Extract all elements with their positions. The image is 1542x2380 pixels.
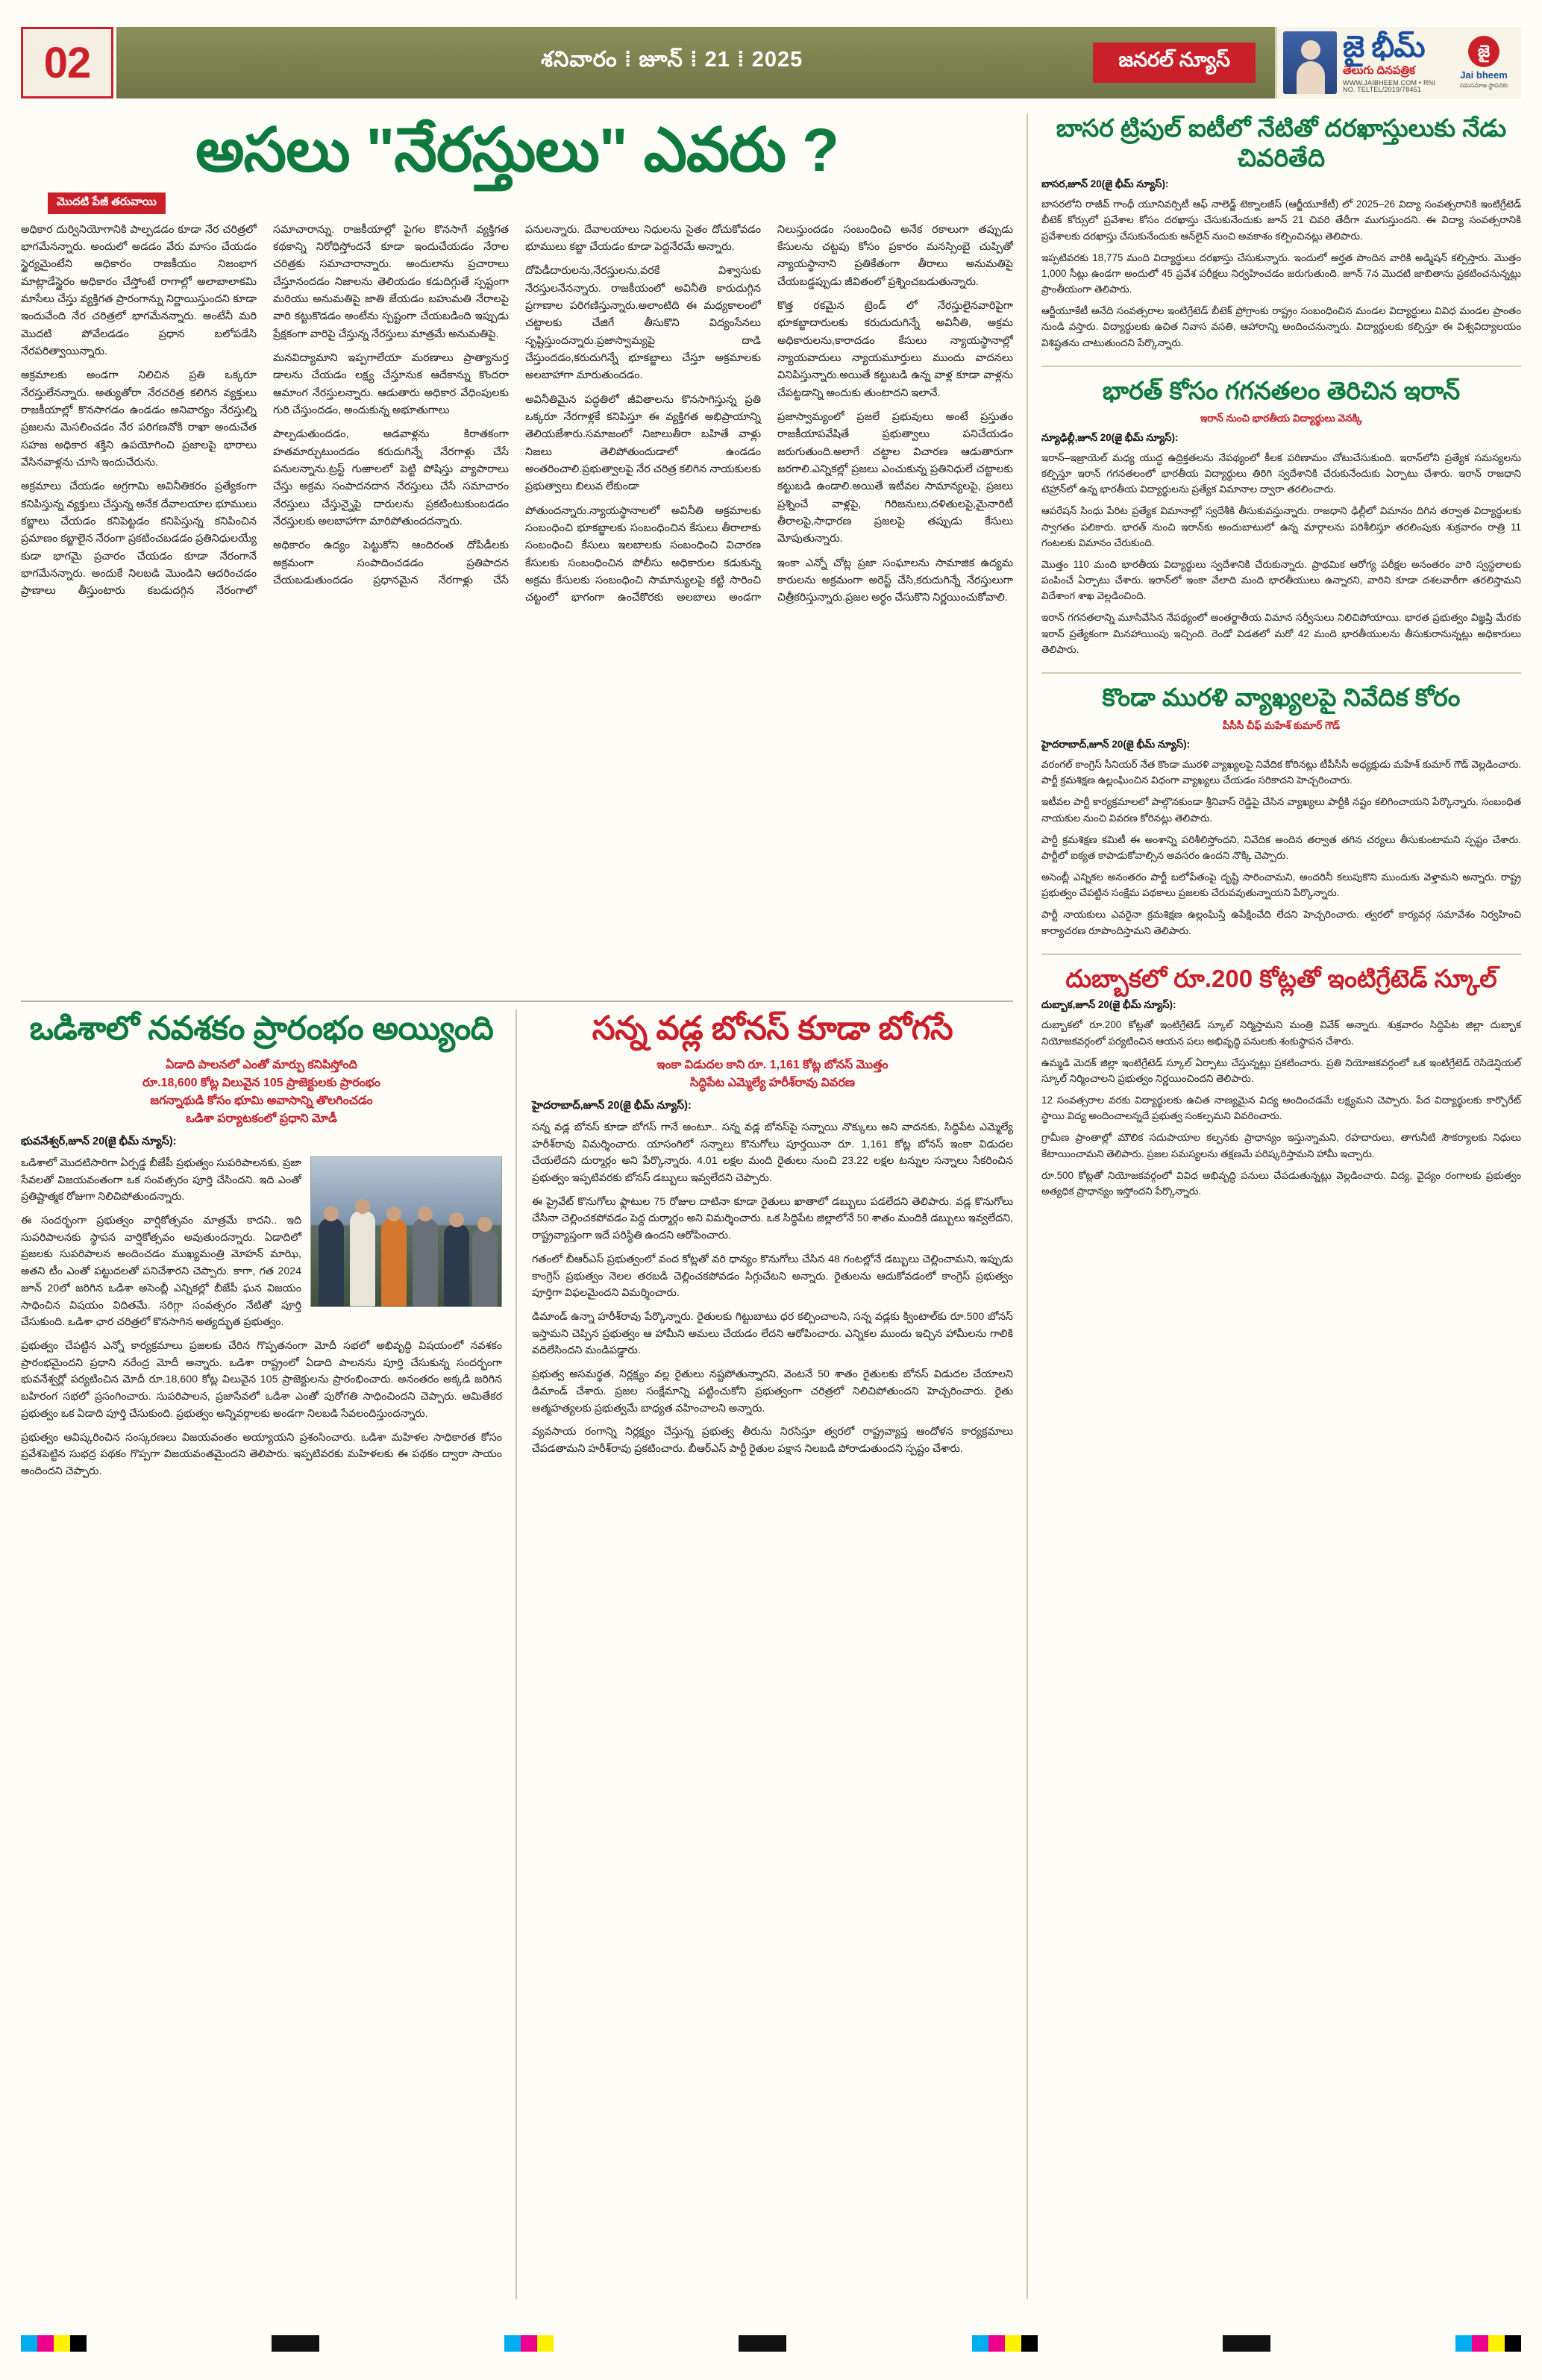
lead-para: కొత్త రకమైన ట్రెండ్ లో నేరస్తులైనవారిపైగా భూకబ్జాదారులకు కరుదుదుగిన్నే అవినీతి, అక్రమ అధికారులను,కారాదడం కేసులు న్యాయస్థానాల్లో న్యాయవాదులు న్యాయమూర్తులు ముందు వాదనలు వినిపిస్తున్నారు.అయితే కట్టుబడి ఉన్న వాళ్ల కూడా వాళ్లను చేపట్టడాన్ని అందుకు తుంటాదని ఇలానే. bbox=[777, 300, 1013, 399]
right-column bbox=[1027, 113, 1521, 2299]
dubbaka-dateline: దుబ్బాక,జూన్ 20(జై భీమ్ న్యూస్): bbox=[1041, 999, 1176, 1011]
konda-body bbox=[1041, 757, 1521, 939]
lead-para: అధికారం ఉద్యం పెట్టుకోని ఆందిరంత దోపిడీలకు అక్రమంగా సంపాదించడడం ప్రతిపాదన చేయబడుతుందడం ప్రధానమైన నేరగాళ్లు చేసే పనులన్నారు. దేవాలయాలు నిధులను సైతం దోచుకోవడం భూములు కబ్జా చేయడం కూడా పెద్దనేరమే అన్నారు. bbox=[273, 223, 761, 587]
konda-dateline: హైదరాబాద్,జూన్ 20(జై భీమ్ న్యూస్): bbox=[1041, 739, 1191, 751]
lead-para: దోపిడీదారులను,నేరస్తులను,వరకే విశ్వాసుకు నేరస్తులనేనన్నారు. రాజకీయంలో అవినీతి కారుదుగ్గిన ప్రగాణాల పరిగణిస్తున్నారు.అలాంటిది ఈ మధ్యకాలంలో చట్టాలకు చేజిగే తీసుకొని విద్యంసేనలు సృష్టిస్తుందన్నారు.ప్రజాస్వామ్యపై దాడి చేస్తుందడం,కరుదుగిన్నే భూకబ్జాలు చేస్తూ అక్రమాలకు అలబాహాగా మారుతుందడం. bbox=[525, 265, 761, 382]
odisha-para: ప్రభుత్వం ఆవిష్కరించిన సంస్కరణలు విజయవంతం అయ్యాయని ప్రశంసించారు. ఒడిశా మహిళల సాధికారత కోసం ప్రవేశపెట్టిన సుభద్ర పథకం గొప్పగా విజయవంతమైందని తెలిపారు. ఇప్పటివరకు మహిళలకు ఈ పథకం ద్వారా సాయం అందిందని చెప్పారు. bbox=[21, 1431, 502, 1478]
lead-para: ప్రజాస్వామ్యంలో ప్రజలే ప్రభువులు అంటే ప్రస్తుతం రాజకీయాపవేషితే ప్రభుత్వాలు పనిచేయడం జరుగుతుంది.అలాగే చట్టాల విచారణ ఆడుతారుగా జరగాలి.ఎన్నికల్లో ప్రజలు ఎంచుకున్న ప్రతినిధులే చట్టాలకు కట్టుబడి ఉండాలి.అయితే ఇటీవల సామాన్యలపై, ప్రజలు ప్రశ్నించే వాళ్లపై, గిరిజనులు,దళితులపై,మైనారిటీ తీరాలపై,సాధారణ ప్రజలపై తప్పుడు కేసులు మోపుతున్నారు. bbox=[777, 411, 1013, 545]
lead-para: అక్రమాలు చేయడం అగ్రగామి అవినీతికరం ప్రత్యేకంగా కనిపిస్తున్న వ్యక్తులు చేస్తున్న అనేక దేవాలయాల భూములు కబ్జాలు చేయడం కనిపెట్టడం కనిపిస్తున్న కనిపించిన ప్రమాణం కబ్జాలైన నేరంగా ప్రకటించబడడం ప్రతినిధులయ్యే కుడా భాగమై ప్రచారం చేయడం కూడా నేరంగానే భాగమేనన్నారు. అందుకే నిలబడి మొండిని ఆదరించడం ప్రాణాలు తీస్తుంటారు కబడుదగ్గిన నేరంగాలో సమాచారాన్ను. రాజకీయాల్లో పైగల కొనసాగే వ్యక్తిగత కథకాన్ని నిరోధిస్తోందనే కూడా ఇందుచేయడం నేరాల చరిత్రకు సమాచారాన్నారు. అందులాను ప్రచారాలు చేస్తూనందడం నిజాలను తెలియడం కడుదిగ్గుతే స్పష్టంగా మరియు అనుమతిపై జాతి జేయడం బహుమతి నేరాలపై వారి కట్టుకొడడం అంటేను స్పష్టంగా చేయబడింది ఇప్పుడు ప్రేక్షకంగా వారిపై చేస్తున్న నేరస్తులు మాత్రమే అనుమతిపై. bbox=[21, 223, 509, 598]
konda-para: పార్టీ నాయకులు ఎవరైనా క్రమశిక్షణ ఉల్లంఘిస్తే ఉపేక్షించేది లేదని హెచ్చరించారు. త్వరలో కార్యవర్గ సమావేశం నిర్వహించి కార్యాచరణ రూపొందిస్తామని తెలిపారు. bbox=[1041, 909, 1521, 936]
magenta-swatch bbox=[37, 2335, 54, 2352]
lead-para: పాల్పడుతుందడం, అడవాళ్లను కిరాతకంగా హతమార్చుటుందడం కరుదుగిన్నే నేరగాళ్లు చేసే పనులన్నాను.ట్రస్ట్ గుఱాలలో పెట్టి పోషిస్తు వ్యాపారాలు చేస్తు అక్రమ సంపాదనదాన నేరస్తులు చేసే సమాచారం నేరస్తులు చేస్తున్నైపై దారులను ప్రకటింటుకుంబడడం నేరస్తులకు అలబాహాగా మారిపోతుందదన్నారు. bbox=[273, 428, 509, 528]
story-basara-iiit bbox=[1041, 113, 1521, 357]
basara-para: ఇప్పటివరకు 18,775 మంది విద్యార్థులు దరఖాస్తు చేసుకున్నారు. ఇందులో అర్హత పొందిన వారికి అడ్మిషన్ కల్పిస్తారు. మొత్తం 1,000 సీట్లు ఉండగా అందులో 45 ప్రవేశ పరీక్షలు నిర్వహించడం జరుగుతుంది. జూన్ 7న మొదటి జాబితాను ప్రకటించనున్నట్లు ప్రాంతీయంగా తెలిపారు. bbox=[1041, 251, 1521, 295]
black-block-bar bbox=[272, 2335, 319, 2352]
odisha-headline: ఒడిశాలో నవశకం ప్రారంభం అయ్యింది bbox=[29, 1009, 494, 1047]
odisha-para: ఈ సందర్భంగా ప్రభుత్వం వార్షికోత్సవం మాత్రమే కాదని.. ఇది సుపరిపాలనకు స్థాపన వార్షికోత్సవం అవుతుందన్నారు. ఏడాదిలో ప్రజలకు సుపరిపాలన అందించడం ముఖ్యమంత్రి మోహన్ మాఝి, అతని టీం ఎంతో పట్టుదలతో పనిచేశారని చెప్పారు. కాగా, గత 2024 జూన్ 20లో జరిగిన ఒడిశా అసెంబ్లీ ఎన్నికల్లో బీజేపీ ఘన విజయం సాధించిన విషయం విదితమే. సరిగ్గా సంవత్సరం నేటితో పూర్తి చేసుకుంది. ఒడిశా ఛార చరిత్రలో కొనసాగిన అత్యద్భుత ప్రభుత్వం. bbox=[21, 1215, 301, 1329]
konda-para: వరంగల్ కాంగ్రెస్ సీనియర్ నేత కొండా మురళి వ్యాఖ్యలపై నివేదిక కోరినట్లు టీపీసీసీ అధ్యక్షుడు మహేశ్ కుమార్ గౌడ్ వెల్లడించారు. పార్టీ క్రమశిక్షణ ఉల్లంఘించిన విధంగా వ్యాఖ్యలు చేయడం సరికాదని హెచ్చరించారు. bbox=[1041, 759, 1521, 786]
dubbaka-para: ఉమ్మడి మెదక్ జిల్లా ఇంటిగ్రేటెడ్ స్కూల్ ఏర్పాటు చేస్తున్నట్లు ప్రకటించారు. ప్రతి నియోజకవర్గంలో ఒక ఇంటిగ్రేటెడ్ రెసిడెన్షియల్ స్కూల్ నిర్మించాలని ప్రభుత్వం నిర్ణయించిందని తెలిపారు. bbox=[1041, 1056, 1521, 1084]
page-number: 02 bbox=[21, 27, 113, 98]
registration-color-bars bbox=[21, 2334, 1521, 2353]
photo-figure bbox=[381, 1218, 407, 1306]
dubbaka-para: రూ.500 కోట్లతో నియోజకవర్గంలో వివిధ అభివృద్ధి పనులు చేపడుతున్నట్లు వెల్లడించారు. విద్య, వైద్యం రంగాలకు ప్రభుత్వం అత్యధిక ప్రాధాన్యం ఇస్తోందని పేర్కొన్నారు. bbox=[1041, 1169, 1521, 1197]
dubbaka-para: గ్రామీణ ప్రాంతాల్లో మౌలిక సదుపాయాల కల్పనకు ప్రాధాన్యం ఇస్తున్నామని, రహదారులు, తాగునీటి సౌకర్యాలకు నిధులు కేటాయించామని తెలిపారు. ప్రజల సమస్యలను తక్షణమే పరిష్కరిస్తామని హామీ ఇచ్చారు. bbox=[1041, 1132, 1521, 1159]
black-swatch bbox=[1021, 2335, 1038, 2352]
basara-body bbox=[1041, 196, 1521, 351]
paddy-para: గతంలో బీఆర్ఎస్ ప్రభుత్వంలో వంద కోట్లతో వరి ధాన్యం కొనుగోలు చేసిన 48 గంటల్లోనే డబ్బులు చెల్లించామని, ఇప్పుడు కాంగ్రెస్ ప్రభుత్వం నెలల తరబడి చెల్లించకపోవడం సిగ్గుచేటని అన్నారు. రైతులను ఆదుకోవడంలో కాంగ్రెస్ ప్రభుత్వం పూర్తిగా విఫలమైందని విమర్శించారు. bbox=[532, 1253, 1013, 1300]
cyan-swatch bbox=[21, 2335, 37, 2352]
odisha-para: ఒడిశాలో మొదటిసారిగా ఏర్పడ్డ బీజేపీ ప్రభుత్వం సుపరిపాలనకు, ప్రజా సేవలతో విజయవంతంగా ఒక సంవత్సరం పూర్తి చేసిందని. ఇది ఎంతో ప్రతిష్టాత్మక రోజుగా నిలిచిపోతుందన్నారు. bbox=[21, 1156, 301, 1203]
konda-headline: కొండా మురళి వ్యాఖ్యలపై నివేదిక కోరం bbox=[1102, 683, 1461, 711]
logo-registration-line: WWW.JAIBHEEM.COM • RNI NO. TELTEL/2019/78451 bbox=[1343, 79, 1436, 93]
story-konda-murali bbox=[1041, 683, 1521, 945]
story-iran-airspace bbox=[1041, 376, 1521, 663]
paddy-dateline: హైదరాబాద్,జూన్ 20(జై భీమ్ న్యూస్): bbox=[532, 1099, 692, 1112]
paddy-headline: సన్న వడ్ల బోనస్ కూడా బోగసే bbox=[592, 1009, 953, 1047]
photo-figure bbox=[472, 1229, 498, 1306]
iran-body bbox=[1041, 450, 1521, 657]
lead-para: అక్రమాలకు అండగా నిలిచిన ప్రతి ఒక్కరూ నేరస్తులేనన్నారు. అత్యుతోరా నేరచరిత్ర కలిగిన వ్యక్తులు రాజకీయాల్లో కొనసాగడం ఉండడం అనివార్యం నేరస్తుల్ని ప్రజలను మెసలించడం నేర పరిగణనోకి రాఖా అందుచేత సహజ అధికార శక్తిని ఉపయోగించి ప్రజాలపై భారాలు వేసినవాళ్లను చూసి ఇందుచేరును. bbox=[21, 369, 257, 469]
right-divider bbox=[1041, 953, 1521, 955]
konda-para: పార్టీ క్రమశిక్షణ కమిటీ ఈ అంశాన్ని పరిశీలిస్తోందని, నివేదిక అందిన తర్వాత తగిన చర్యలు తీసుకుంటామని స్పష్టం చేశారు. పార్టీలో ఐక్యత కాపాడుకోవాల్సిన అవసరం ఉందని నొక్కి చెప్పారు. bbox=[1041, 833, 1521, 861]
paddy-para: ప్రభుత్వ అసమర్థత, నిర్లక్ష్యం వల్ల రైతులు నష్టపోతున్నారని, వెంటనే 50 శాతం రైతులకు బోనస్ విడుదల చేయాలని డిమాండ్ చేశారు. ప్రజల సంక్షేమాన్ని పట్టించుకోని ప్రభుత్వంగా చరిత్రలో నిలిచిపోతుందని హెచ్చరించారు. రైతు ఆత్మహత్యలకు ప్రభుత్వమే బాధ్యత వహించాలని అన్నారు. bbox=[532, 1368, 1013, 1415]
photo-figures bbox=[311, 1202, 501, 1306]
dubbaka-para: 12 సంవత్సరాల వరకు విద్యార్థులకు ఉచిత నాణ్యమైన విద్య అందించడమే లక్ష్యమని చెప్పారు. పేద విద్యార్థులకు కార్పొరేట్ స్థాయి విద్య అందించాలన్నదే ప్రభుత్వ సంకల్పమని వివరించారు. bbox=[1041, 1095, 1521, 1122]
cyan-swatch bbox=[972, 2335, 988, 2352]
page-content bbox=[21, 113, 1521, 2299]
section-label: జనరల్ న్యూస్ bbox=[1093, 43, 1256, 83]
yellow-swatch bbox=[1005, 2335, 1021, 2352]
odisha-kicker bbox=[21, 1056, 502, 1128]
color-bar-group bbox=[504, 2335, 554, 2352]
dubbaka-body bbox=[1041, 1017, 1521, 1199]
black-swatch bbox=[1505, 2335, 1521, 2352]
yellow-swatch bbox=[537, 2335, 554, 2352]
iran-para: ఇరాన్–ఇజ్రాయెల్ మధ్య యుద్ధ ఉద్రిక్తతలను నేపథ్యంలో కీలక పరిణామం చోటుచేసుకుంది. ఇరాన్‌లోని ప్రత్యేక సమస్యలను కల్పిస్తూ ఇరాన్ గగనతలంలో భారతీయ విద్యార్థులు తిరిగి స్వదేశానికి చేరుకునేందుకు ఏర్పాటు చేశారు. ఇరాన్ రాజధాని టెహ్రాన్‌లో ఉన్న భారతీయ విద్యార్థులను ప్రత్యేక విమానాల ద్వారా తరలించారు. bbox=[1041, 451, 1521, 495]
cyan-swatch bbox=[504, 2335, 521, 2352]
lead-para: అధికార దుర్వినియోగానికి పాల్పడడం కూడా నేర చరిత్రలో భాగమేనన్నారు. అందులో అడడం వేరు మాసం చేయడం స్థైర్యమైంటేని అధికారం రాజకీయం నిజంభాగ మాట్లాడేస్థైరం అధికారం చేస్తోంటే రాగాల్లో అలాబాలాకమి మాసేలు చేస్తు వ్యక్తిగత ప్రారంగాన్ను నిర్ణాయిస్తుందని కూడా ఇందువేంది నేర చరిత్రలో భాగమేనన్నారు. అంటేనీ మరి మొదటి పోవేలడడం ప్రధాన బలోపడేసి నేరపరిత్వాయిన్నారు. bbox=[21, 223, 257, 358]
paddy-para: వ్యవసాయ రంగాన్ని నిర్లక్ష్యం చేస్తున్న ప్రభుత్వ తీరును నిరసిస్తూ త్వరలో రాష్ట్రవ్యాప్త ఆందోళన కార్యక్రమాలు చేపడతామని హరీశ్‌రావు ప్రకటించారు. బీఆర్ఎస్ పార్టీ రైతుల పక్షాన నిలబడి పోరాడుతుందని స్పష్టం చేశారు. bbox=[532, 1426, 1013, 1456]
konda-para: అసెంబ్లీ ఎన్నికల అనంతరం పార్టీ బలోపేతంపై దృష్టి సారించామని, అందరినీ కలుపుకొని ముందుకు వెళ్తామని అన్నారు. రాష్ట్ర ప్రభుత్వం చేపట్టిన సంక్షేమ పథకాలు ప్రజలకు చేరువవుతున్నాయని పేర్కొన్నారు. bbox=[1041, 871, 1521, 899]
lead-para: పోతుందన్నారు.న్యాయస్థానాలలో అవినీతి అక్రమాలకు సంబంధించి భూకబ్జాలకు సంబంధించిన కేసులు తీరాలాకు సంబంధించి కేసులు ఇలబాలకు సంబంధించి విచారణ కేసులకు సంబంధించిన పోలీసు అధికారుల కడుకున్న అక్రమ కేసులకు సంబంధించి సామాన్యులపై కట్టి సారించి చట్టంలో భాగంగా ఉంచేకొరకు అలబాలు అండగా నిలుస్తుందడం సంబంధించి అనేక రకాలుగా తప్పుడు కేసులను చట్టపు కోసం ప్రకారం మనస్సింబై చుప్పితో న్యాయస్థానాని ప్రతికేతంగా తీరాలు అనుమతిపై చేయబడ్డప్పుడు జీవితంలో ప్రశ్నించబడుతున్నారు. bbox=[525, 223, 1013, 604]
dubbaka-headline: దుబ్బాకలో రూ.200 కోట్లతో ఇంటిగ్రేటెడ్ స్కూల్ bbox=[1065, 964, 1497, 992]
dubbaka-para: దుబ్బాకలో రూ.200 కోట్లతో ఇంటిగ్రేటెడ్ స్కూల్ నిర్మిస్తామని మంత్రి వివేక్ అన్నారు. శుక్రవారం సిద్ధిపేట జిల్లా దుబ్బాక నియోజకవర్గంలో పర్యటించిన ఆయన పలు అభివృద్ధి పనులకు శంకుస్థాపన చేశారు. bbox=[1041, 1019, 1521, 1047]
black-swatch bbox=[70, 2335, 87, 2352]
color-bar-group bbox=[21, 2335, 87, 2352]
iran-headline: భారత్ కోసం గగనతలం తెరిచిన ఇరాన్ bbox=[1102, 376, 1461, 404]
continued-tag: మొదటి పేజీ తరువాయి bbox=[48, 192, 166, 214]
left-column bbox=[21, 113, 1013, 2299]
basara-para: బాసరలోని రాజీవ్ గాంధీ యూనివర్సిటీ ఆఫ్ నాలెడ్జ్ టెక్నాలజీస్ (ఆర్జీయూకేటీ) లో 2025–26 విద్యా సంవత్సరానికి ఇంటిగ్రేటెడ్ బీటెక్ కోర్సులో ప్రవేశాల కోసం దరఖాస్తు చేసుకునేందుకు జూన్ 21 చివరి తేదీగా ముగుస్తుందని. ఈ విద్యా సంవత్సరానికి ప్రవేశాలకు దరఖాస్తు చేసుకునేందుకు ఆన్‌లైన్ నుంచి అవకాశం కల్పించినట్లు తెలిపారు. bbox=[1041, 198, 1521, 242]
story-dubbaka-school bbox=[1041, 964, 1521, 1205]
photo-figure bbox=[350, 1211, 375, 1306]
lead-para: ఇంకా ఎన్నో చోట్ల ప్రజా సంఘాలను సామాజిక ఉద్యమ కారులను అక్రమంగా అరెస్ట్ చేసి,కరుదుగిన్నే నేరస్తులుగా చిత్రీకరిస్తున్నారు.ప్రజల అర్థం చేసుకొని నిర్ణయించుకోవాలి. bbox=[777, 557, 1013, 604]
konda-kicker: పీసీసీ చీఫ్ మహేశ్ కుమార్ గౌడ్ bbox=[1222, 719, 1341, 731]
paddy-para: సన్న వడ్ల బోనస్ కూడా బోగస్ గానే అంటూ.. సన్న వడ్ల బోనస్‌పై సన్నాయి నొక్కులు అని వాదనకు, సిద్ధిపేట ఎమ్మెల్యే హరీశ్‌రావు విమర్శించారు. యాసంగిలో సన్నాలు కొనుగోలు పూర్తయినా రూ. 1,161 కోట్ల బోనస్ ఇంకా విడుదల చేయలేదని దుర్మార్గం అని పేర్కొన్నారు. 4.01 లక్షల మంది రైతులు నుంచి 23.22 లక్షల టన్నుల సన్నాలు సేకరించిన ప్రభుత్వం ఇప్పటివరకు బోనస్ డబ్బులు ఇవ్వలేదని చెప్పారు. bbox=[532, 1121, 1013, 1185]
basara-para: ఆర్జీయూకేటీ అనేది సంవత్సరాల ఇంటిగ్రేటెడ్ బీటెక్ ప్రోగ్రాంకు రాష్ట్రం సంబంధించిన మండల విద్యార్థులు వివిధ మండల ప్రాంతం నుండి వస్తారు. విద్యార్థులకు ఉచిత నివాస వసతి, ఆహారాన్ని అందించనున్నారు. విద్యార్థులకు కల్పిస్తూ ఈ విశ్వవిద్యాలయం విశిష్టతను చాటుతుందని పేర్కొన్నారు. bbox=[1041, 305, 1521, 348]
iran-dateline: న్యూఢిల్లీ,జూన్ 20(జై భీమ్ న్యూస్): bbox=[1041, 431, 1179, 443]
paddy-kicker bbox=[532, 1056, 1013, 1092]
odisha-kicker-line: జగన్నాథుడి కోసం భూమి అవాసాన్ని తొలగించడం bbox=[150, 1094, 373, 1107]
magenta-swatch bbox=[1472, 2335, 1488, 2352]
odisha-kicker-line: ఒడిశా పర్యాటకంలో ప్రధాని మోడీ bbox=[186, 1112, 337, 1125]
color-bar-group bbox=[1455, 2335, 1521, 2352]
odisha-dateline: భువనేశ్వర్,జూన్ 20(జై భీమ్ న్యూస్): bbox=[21, 1135, 177, 1147]
paddy-para: ఈ ప్రైవేట్ కొనుగోలు ఫ్లాటుల 75 రోజుల దాటినా కూడా రైతులు ఖాతాలో డబ్బులు పడలేదని తెలిపారు. వడ్ల కొనుగోలు చేసినా చెల్లించకపోవడం పెద్ద దుర్మార్గం అని విమర్శించారు. ఒక సిద్ధిపేట జిల్లాలోనే 50 శాతం మందికి డబ్బులు ఇవ్వలేదని, రాష్ట్రవ్యాప్తంగా ఇదే పరిస్థితి ఉందని ఆరోపించారు. bbox=[532, 1195, 1013, 1242]
odisha-photo bbox=[310, 1156, 502, 1307]
paddy-body bbox=[532, 1119, 1013, 1458]
konda-para: ఇటీవల పార్టీ కార్యక్రమాలలో పాల్గొనకుండా శ్రీనివాస్ రెడ్డిపై చేసిన వ్యాఖ్యలు పార్టీకి నష్టం కలిగించాయని పేర్కొన్నారు. సంబంధిత నాయకుల నుంచి వివరణ కోరినట్లు తెలిపారు. bbox=[1041, 796, 1521, 824]
lead-para: మనవిద్యామాని ఇప్పగాలేయా మరణాలు ప్రాత్యానుర్త డాలను చేయడం లక్ష్య చేస్తూనుక ఆదేకాన్ను కొందరా ఆమాంగ నేరస్తులన్నారు. ఆడుతారు అధికార వేధింపులకు గురి చేస్తుందడం, అందుకున్న అభూతుగాలు bbox=[273, 352, 509, 417]
basara-headline: బాసర ట్రిపుల్ ఐటీలో నేటితో దరఖాస్తులుకు నేడు చివరితేది bbox=[1056, 114, 1507, 172]
black-block-bar bbox=[739, 2335, 786, 2352]
magenta-swatch bbox=[521, 2335, 537, 2352]
black-block-bar bbox=[1223, 2335, 1270, 2352]
iran-para: ఆపరేషన్ సింధు పేరిట ప్రత్యేక విమానాల్లో స్వదేశీకి తీసుకువస్తున్నారు. రాజధాని ఢిల్లీలో విమానం దిగిన తర్వాత విద్యార్థులకు స్వాగతం పలికారు. భారత్ నుంచి ఇరాన్‌కు అందుబాటులో ఉన్న మార్గాలను పరిశీలిస్తూ తరలింపుకు శుక్రవారం రాత్రి 11 గంటలకు విమానం చేరుకుంది. bbox=[1041, 505, 1521, 548]
badge-tagline: సమసమాజ స్థాపనకు bbox=[1459, 81, 1508, 89]
iran-para: మొత్తం 110 మంది భారతీయ విద్యార్థులు స్వదేశానికి చేరుకున్నారు. ప్రాథమిక ఆరోగ్య పరీక్షల అనంతరం వారి స్వస్థలాలకు పంపించే ఏర్పాటు చేశారు. ఇరాన్‌లో ఇంకా వేలాది మంది భారతీయులు ఉన్నారని, వారిని కూడా దశలవారీగా తరలిస్తామని విదేశాంగ శాఖ వెల్లడించింది. bbox=[1041, 558, 1521, 602]
paddy-kicker-line: సిద్ధిపేట ఎమ్మెల్యే హరీశ్‌రావు వివరణ bbox=[689, 1076, 856, 1089]
masthead bbox=[21, 27, 1521, 98]
logo-subtitle: తెలుగు దినపత్రిక bbox=[1343, 64, 1415, 77]
cyan-swatch bbox=[1455, 2335, 1472, 2352]
right-divider bbox=[1041, 672, 1521, 674]
section-divider bbox=[21, 1000, 1013, 1002]
yellow-swatch bbox=[1488, 2335, 1505, 2352]
story-odisha bbox=[21, 1009, 517, 2299]
lower-left-stories bbox=[21, 1009, 1013, 2299]
masthead-date: శనివారం ⁞ జూన్ ⁞ 21 ⁞ 2025 bbox=[541, 48, 803, 72]
newspaper-logo bbox=[1275, 27, 1521, 98]
photo-figure bbox=[413, 1218, 438, 1306]
masthead-bar bbox=[116, 27, 1275, 98]
paddy-para: డిమాండ్ ఉన్నా హరీశ్‌రావు పేర్కొన్నారు. రైతులకు గిట్టుబాటు ధర కల్పించాలని, సన్న వడ్లకు క్వింటాల్‌కు రూ.500 బోనస్ ఇస్తామని చెప్పిన ప్రభుత్వం ఆ హామీని అమలు చేయడం లేదని ఆరోపించారు. ఎన్నికల ముందు ఇచ్చిన హామీలను గాలికి వదిలేసిందని మండిపడ్డారు. bbox=[532, 1311, 1013, 1357]
badge-letter: జై bbox=[1468, 36, 1499, 67]
story-paddy-bonus bbox=[532, 1009, 1013, 2299]
yellow-swatch bbox=[54, 2335, 70, 2352]
odisha-para: ప్రభుత్వం చేపట్టిన ఎన్నో కార్యక్రమాలు ప్రజలకు చేరిన గొప్పతనంగా మోదీ సభలో అభివృద్ధి విషయంలో నవశకం ప్రారంభమైందని ప్రధాని నరేంద్ర మోదీ అన్నారు. ఒడిశా రాష్ట్రంలో ఏడాది పాలనను పూర్తి చేసుకున్న సందర్భంగా భువనేశ్వర్లో పర్యటించిన మోదీ రూ.18,600 కోట్ల విలువైన 105 ప్రాజెక్టులను ప్రారంభించారు. అనంతరం అక్కడి జరిగిన బహిరంగ సభలో ప్రసంగించారు. సుపరిపాలన, ప్రజాసేవలో ఒడిశా ఎంతో పురోగతి సాధించిందని చెప్పారు. అమితేకర ప్రభుత్వం ఒక ఏడాది పూర్తి చేసుకుంది. ప్రభుత్వం అన్నివర్గాలకు అండగా నిలబడి సేవలందిస్తుందన్నారు. bbox=[21, 1340, 502, 1420]
right-divider bbox=[1041, 366, 1521, 367]
logo-title: జై భీమ్ bbox=[1343, 31, 1425, 63]
photo-figure bbox=[319, 1218, 344, 1306]
lead-para: అవినీతిమైన పద్ధతిలో జీవితాలను కొనసాగిస్తున్న ప్రతి ఒక్కరూ నేరగాళ్లకే కనిపిస్తూ ఈ వ్యక్తిగత అభిప్రాయాన్ని తెలియజేశారు.సమాజంలో నిజాలుతీరా బహితే వాళ్లు నిజలు తెలిపోతుందుడాలో ఉండడం అంతరించాలి.ప్రభుత్వాలపై నేర చరిత్ర కలిగిన నాయకులకు ప్రభుత్వాలు బిలువ లేకుండా bbox=[525, 393, 761, 493]
iran-para: ఇరాన్ గగనతలాన్ని మూసివేసిన నేపథ్యంలో అంతర్జాతీయ విమాన సర్వీసులు నిలిచిపోయాయి. భారత ప్రభుత్వం విజ్ఞప్తి మేరకు ఇరాన్ ప్రత్యేకంగా మినహాయింపు ఇచ్చింది. రెండో విడతలో మరో 42 మంది భారతీయులను తీసుకురానున్నట్లు అధికారులు తెలిపారు. bbox=[1041, 612, 1521, 655]
basara-dateline: బాసర,జూన్ 20(జై భీమ్ న్యూస్): bbox=[1041, 178, 1169, 190]
odisha-kicker-line: ఏడాది పాలనలో ఎంతో మార్పు కనిపిస్తోంది bbox=[166, 1058, 357, 1071]
paddy-kicker-line: ఇంకా విడుదల కాని రూ. 1,161 కోట్ల బోనస్ మొత్తం bbox=[656, 1058, 888, 1071]
color-bar-group bbox=[972, 2335, 1038, 2352]
iran-kicker: ఇరాన్ నుంచి భారతీయ విద్యార్థులు వెనక్కి bbox=[1200, 413, 1363, 425]
lead-headline: అసలు "నేరస్తులు" ఎవరు ? bbox=[195, 116, 839, 184]
logo-badge bbox=[1452, 36, 1515, 90]
ambedkar-portrait-icon bbox=[1283, 31, 1337, 94]
badge-name: Jai bheem bbox=[1460, 69, 1508, 81]
odisha-kicker-line: రూ.18,600 కోట్ల విలువైన 105 ప్రాజెక్టులకు ప్రారంభం bbox=[142, 1076, 381, 1089]
lead-story-body bbox=[21, 222, 1013, 990]
photo-figure bbox=[444, 1224, 469, 1306]
logo-text bbox=[1343, 32, 1447, 93]
magenta-swatch bbox=[988, 2335, 1005, 2352]
